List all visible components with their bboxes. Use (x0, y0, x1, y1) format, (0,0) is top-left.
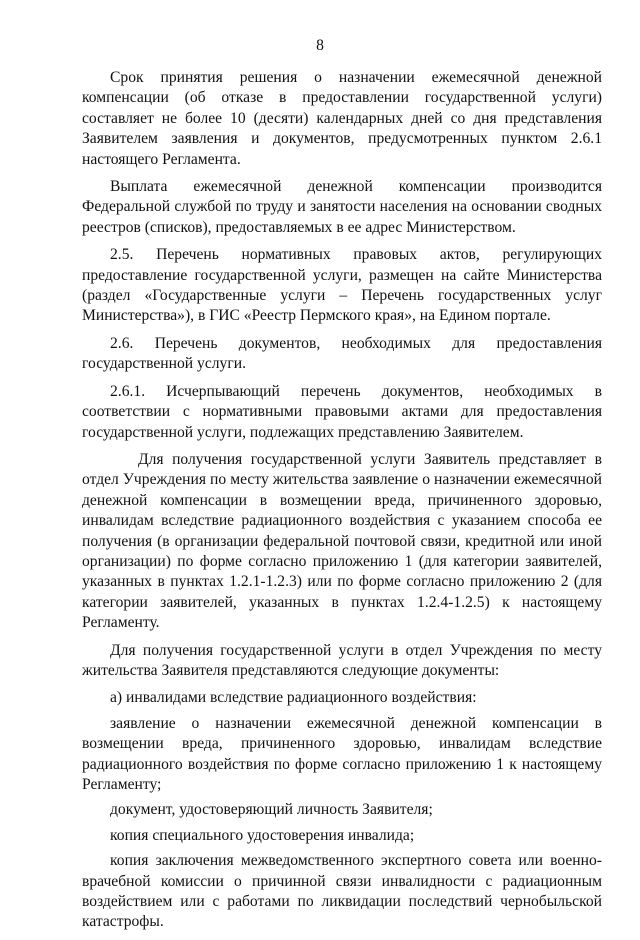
list-item-application: заявление о назначении ежемесячной денежной компенсации в возмещении вреда, причиненного здоровью, инвалидам вследствие радиационного воздействия по форме согласно приложению 1 к настоящему Регламенту; (82, 714, 602, 793)
paragraph-2-6-1: 2.6.1. Исчерпывающий перечень документов, необходимых в соответствии с нормативными правовыми актами для предоставления государственной услуги, подлежащих представлению Заявителем. (82, 382, 602, 441)
paragraph-2-5: 2.5. Перечень нормативных правовых актов, регулирующих предоставление государственной услуги, размещен на сайте Министерства (раздел «Государственные услуги – Перечень государственных услуг Министерства»), в ГИС «Реестр Пермского края», на Едином портале. (82, 246, 602, 325)
document-body (82, 68, 602, 940)
list-heading-a: а) инвалидами вследствие радиационного воздействия: (110, 689, 477, 707)
page-number: 8 (316, 37, 324, 54)
list-item-disability-certificate: копия специального удостоверения инвалида; (110, 826, 415, 844)
paragraph-decision-term: Срок принятия решения о назначении ежемесячной денежной компенсации (об отказе в предоставлении государственной услуги) составляет не более 10 (десяти) календарных дней со дня представления Заявителем заявления и документов, предусмотренных пунктом 2.6.1 настоящего Регламента. (82, 69, 602, 168)
list-item-identity-document: документ, удостоверяющий личность Заявителя; (110, 801, 433, 819)
paragraph-2-6: 2.6. Перечень документов, необходимых для предоставления государственной услуги. (82, 334, 602, 373)
list-item-expert-conclusion: копия заключения межведомственного экспертного совета или военно-врачебной комиссии о причинной связи инвалидности с радиационным воздействием или с работами по ликвидации последствий чернобыльской катастрофы. (82, 852, 602, 931)
paragraph-documents-intro: Для получения государственной услуги в отдел Учреждения по месту жительства Заявителя представляются следующие документы: (82, 641, 602, 679)
paragraph-application: Для получения государственной услуги Заявитель представляет в отдел Учреждения по месту жительства заявление о назначении ежемесячной денежной компенсации в возмещении вреда, причиненного здоровью, инвалидам вследствие радиационного воздействия с указанием способа ее получения (в организации федеральной почтовой связи, кредитной или иной организации) по форме согласно приложению 1 (для категории заявителей, указанных в пунктах 1.2.1-1.2.3) или по форме согласно приложению 2 (для категории заявителей, указанных в пунктах 1.2.4-1.2.5) к настоящему Регламенту. (82, 450, 602, 632)
paragraph-payment: Выплата ежемесячной денежной компенсации производится Федеральной службой по труду и занятости населения на основании сводных реестров (списков), предоставляемых в ее адрес Министерством. (82, 178, 602, 236)
